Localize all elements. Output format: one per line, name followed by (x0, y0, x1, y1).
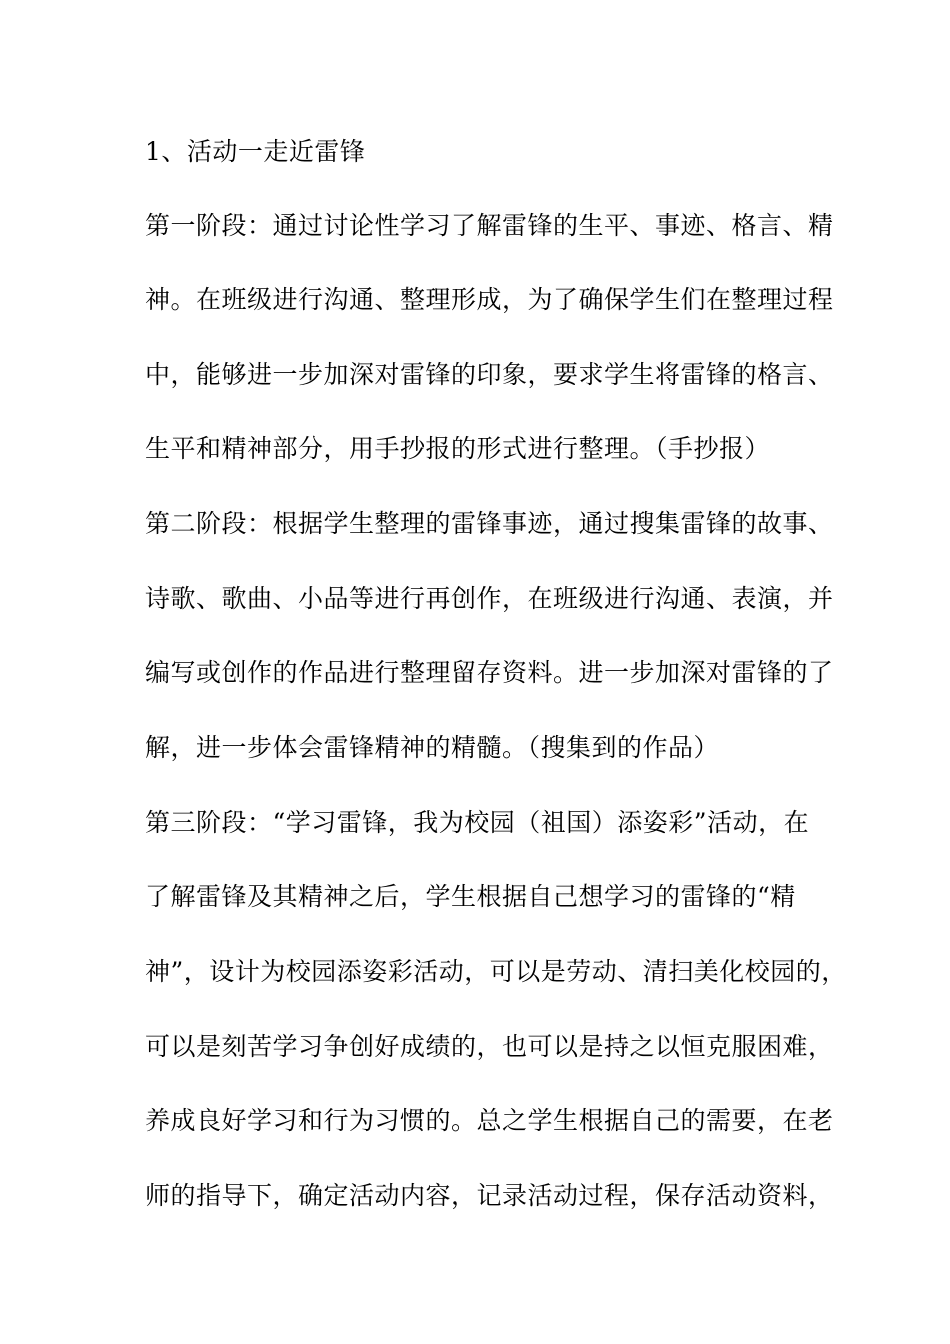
paragraph-line: 中，能够进一步加深对雷锋的印象，要求学生将雷锋的格言、 (145, 360, 834, 389)
paragraph-line: 神。在班级进行沟通、整理形成，为了确保学生们在整理过程 (145, 285, 834, 314)
paragraph-line: 解，进一步体会雷锋精神的精髓。（搜集到的作品） (145, 733, 720, 762)
paragraph-line: 师的指导下，确定活动内容，记录活动过程，保存活动资料， (145, 1181, 834, 1210)
paragraph-line: 了解雷锋及其精神之后，学生根据自己想学习的雷锋的“精 (145, 882, 796, 911)
paragraph-line: 第一阶段：通过讨论性学习了解雷锋的生平、事迹、格言、精 (145, 211, 834, 240)
paragraph-line: 养成良好学习和行为习惯的。总之学生根据自己的需要，在老 (145, 1106, 834, 1135)
paragraph-line: 第二阶段：根据学生整理的雷锋事迹，通过搜集雷锋的故事、 (145, 509, 834, 538)
paragraph-line: 生平和精神部分，用手抄报的形式进行整理。（手抄报） (145, 434, 771, 463)
paragraph-line: 神”，设计为校园添姿彩活动，可以是劳动、清扫美化校园的， (145, 957, 847, 986)
section-heading: 1、活动一走近雷锋 (145, 137, 366, 166)
paragraph-line: 第三阶段：“学习雷锋，我为校园（祖国）添姿彩”活动，在 (145, 808, 810, 837)
paragraph-line: 编写或创作的作品进行整理留存资料。进一步加深对雷锋的了 (145, 658, 834, 687)
paragraph-line: 可以是刻苦学习争创好成绩的，也可以是持之以恒克服困难， (145, 1032, 834, 1061)
paragraph-line: 诗歌、歌曲、小品等进行再创作，在班级进行沟通、表演，并 (145, 584, 834, 613)
